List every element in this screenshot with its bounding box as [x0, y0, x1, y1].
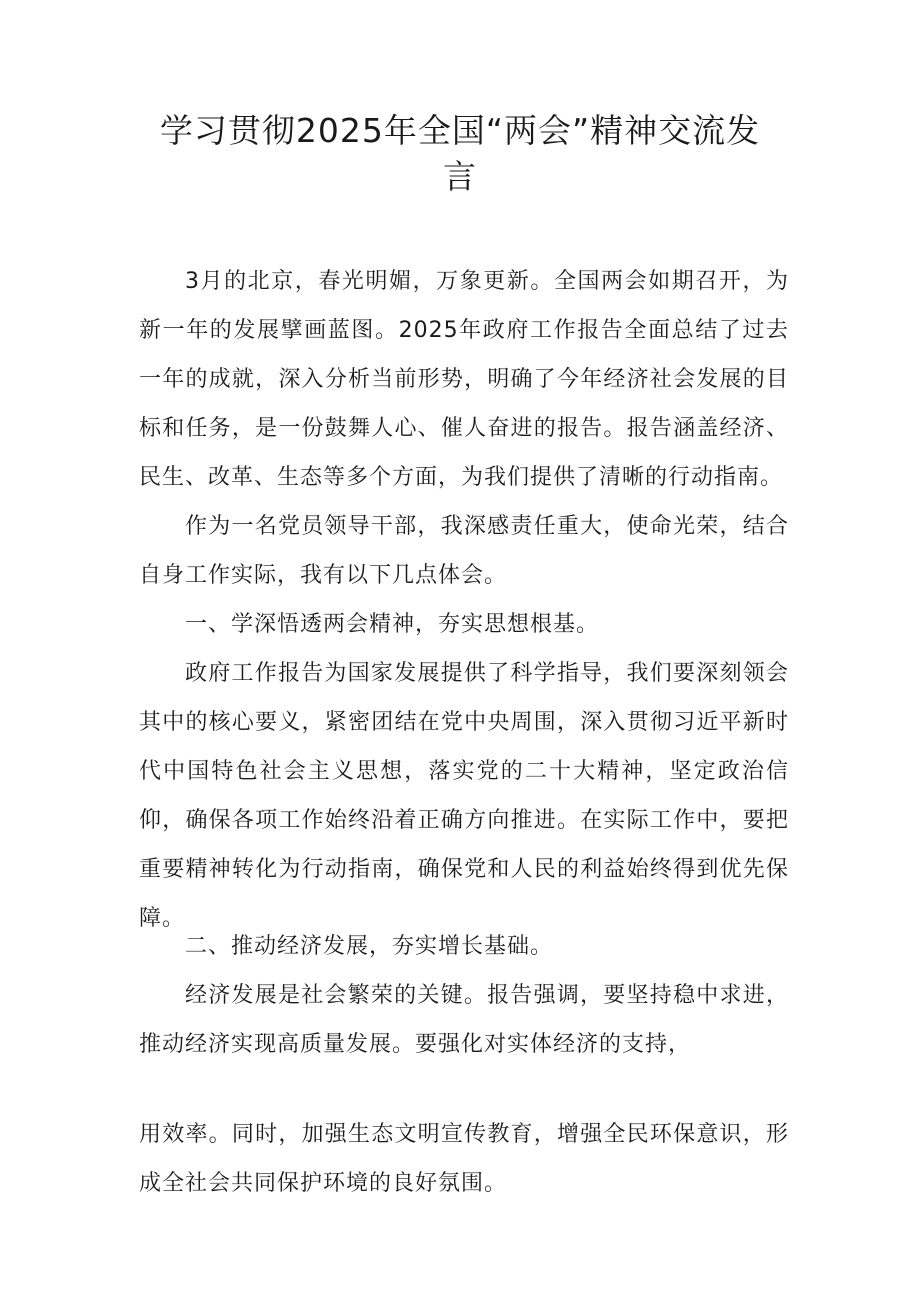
paragraph-responsibility: 作为一名党员领导干部，我深感责任重大，使命光荣，结合自身工作实际，我有以下几点体会。: [139, 514, 789, 588]
document-title: 学习贯彻2025年全国“两会”精神交流发言: [159, 111, 761, 196]
section-heading-1: 一、学深悟透两会精神，夯实思想根基。: [185, 612, 600, 637]
paragraph-intro: 3月的北京，春光明媚，万象更新。全国两会如期召开，为新一年的发展擘画蓝图。2025年政府工作报告全面总结了过去一年的成就，深入分析当前形势，明确了今年经济社会发展的目标和任务，是一份鼓舞人心、催人奋进的报告。报告涵盖经济、民生、改革、生态等多个方面，为我们提供了清晰的行动指南。: [139, 269, 789, 490]
section-heading-2: 二、推动经济发展，夯实增长基础。: [185, 934, 554, 959]
paragraph-section-2: 经济发展是社会繁荣的关键。报告强调，要坚持稳中求进，推动经济实现高质量发展。要强化对实体经济的支持，: [139, 983, 789, 1057]
paragraph-section-1: 政府工作报告为国家发展提供了科学指导，我们要深刻领会其中的核心要义，紧密团结在党中央周围，深入贯彻习近平新时代中国特色社会主义思想，落实党的二十大精神，坚定政治信仰，确保各项工作始终沿着正确方向推进。在实际工作中，要把重要精神转化为行动指南，确保党和人民的利益始终得到优先保障。: [139, 661, 789, 931]
paragraph-continuation: 用效率。同时，加强生态文明宣传教育，增强全民环保意识，形成全社会共同保护环境的良好氛围。: [139, 1122, 789, 1196]
